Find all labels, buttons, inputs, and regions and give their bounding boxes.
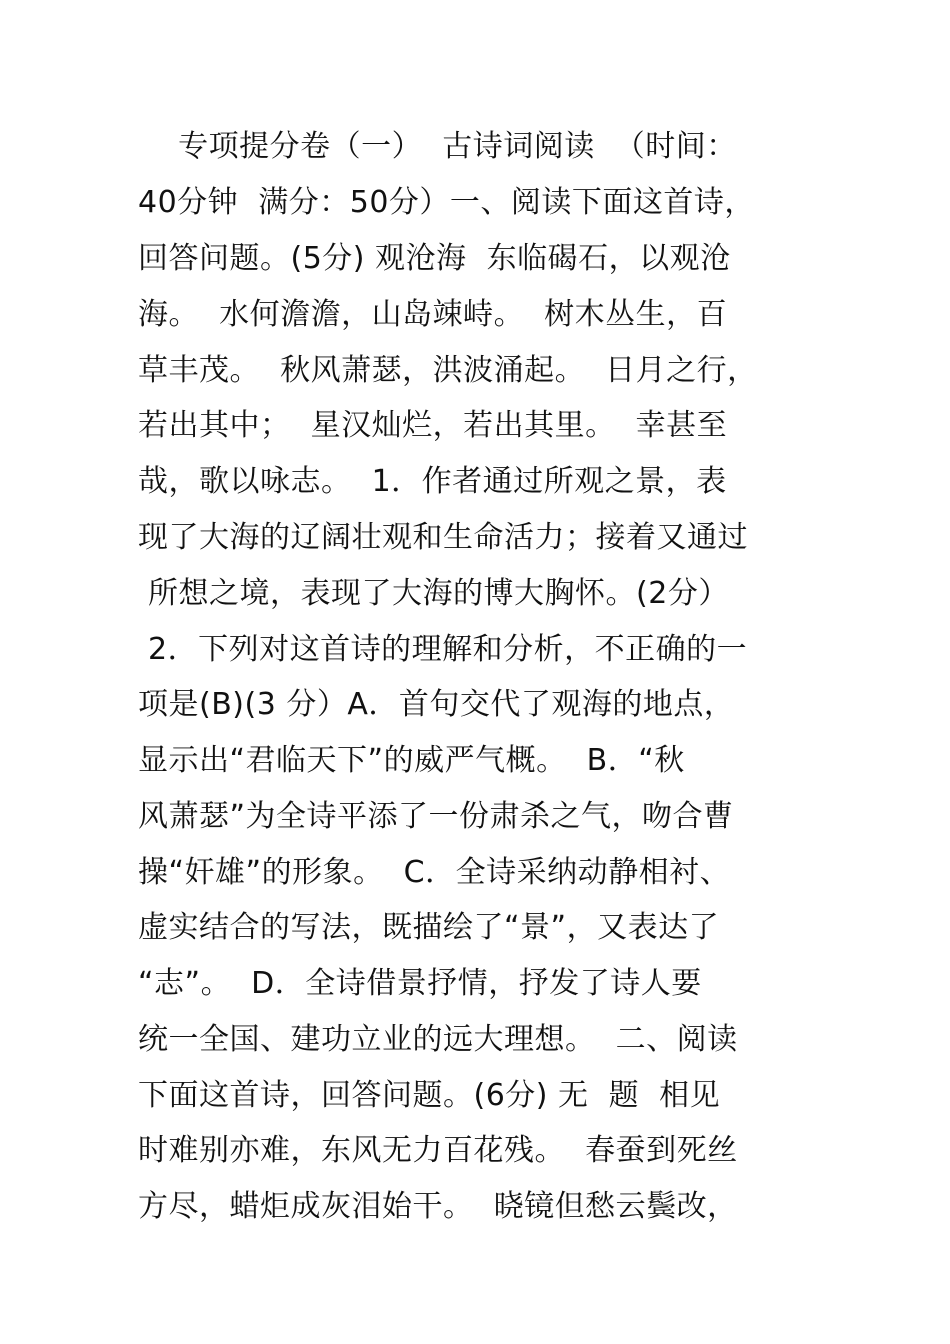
text-line: 哉，歌以咏志。 1．作者通过所观之景，表 [138, 464, 727, 499]
text-line: 40分钟 满分：50分）一、阅读下面这首诗， [138, 185, 755, 220]
text-line: 回答问题。(5分) 观沧海 东临碣石，以观沧 [138, 241, 731, 276]
text-line: 项是(B)(3 分）A．首句交代了观海的地点， [138, 687, 735, 722]
text-line: 2．下列对这首诗的理解和分析，不正确的一 [138, 632, 748, 667]
text-line: 下面这首诗，回答问题。(6分) 无 题 相见 [138, 1078, 721, 1113]
text-line: 所想之境，表现了大海的博大胸怀。(2分） [138, 576, 729, 611]
text-line: 时难别亦难，东风无力百花残。 春蚕到死丝 [138, 1133, 738, 1168]
text-line: 若出其中； 星汉灿烂，若出其里。 幸甚至 [138, 408, 728, 443]
text-line: “志”。 D．全诗借景抒情，抒发了诗人要 [138, 966, 702, 1001]
text-line: 显示出“君临天下”的威严气概。 B．“秋 [138, 743, 685, 778]
text-line: 操“奸雄”的形象。 C．全诗采纳动静相衬、 [138, 855, 731, 890]
text-line: 草丰茂。 秋风萧瑟，洪波涌起。 日月之行， [138, 353, 758, 388]
text-line: 风萧瑟”为全诗平添了一份肃杀之气，吻合曹 [138, 799, 734, 834]
text-line: 方尽，蜡炬成灰泪始干。 晓镜但愁云鬓改， [138, 1189, 738, 1224]
text-line: 现了大海的辽阔壮观和生命活力；接着又通过 [138, 520, 748, 555]
text-line: 统一全国、建功立业的远大理想。 二、阅读 [138, 1022, 738, 1057]
text-line: 专项提分卷（一） 古诗词阅读 （时间： [138, 129, 737, 164]
text-line: 虚实结合的写法，既描绘了“景”，又表达了 [138, 910, 720, 945]
text-line: 海。 水何澹澹，山岛竦峙。 树木丛生，百 [138, 297, 728, 332]
